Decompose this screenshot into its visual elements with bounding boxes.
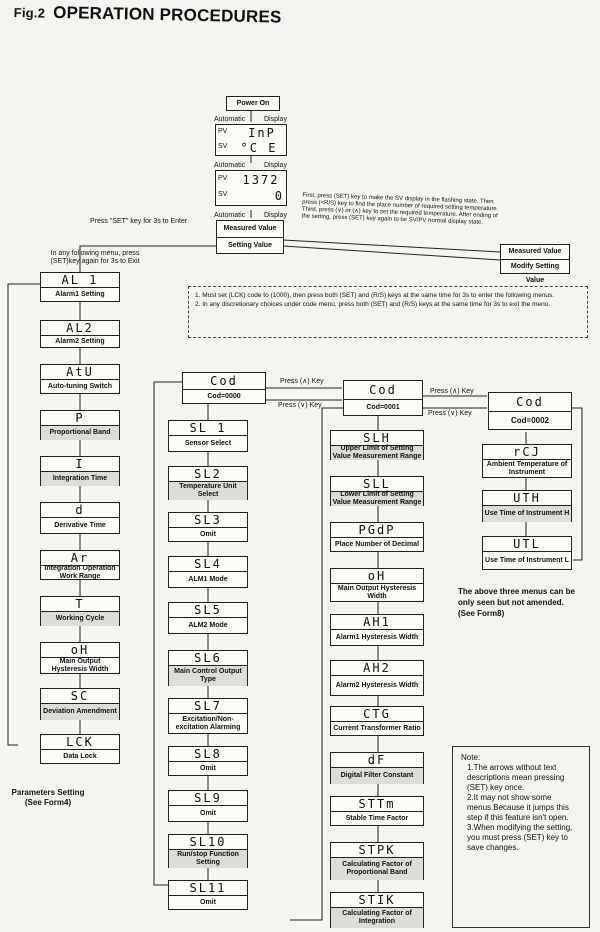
- fig-number: Fig.2: [13, 4, 46, 21]
- menu-label: Main Output Hysteresis Width: [51, 658, 109, 673]
- menu-code: AH2: [331, 661, 423, 676]
- menu-code: PGdP: [331, 523, 423, 538]
- read-only-note: The above three menus can be only seen but not amended.(See Form8): [458, 587, 575, 618]
- menu-code: SC: [41, 689, 119, 704]
- menu-code: STIK: [331, 893, 423, 908]
- menu-label: Derivative Time: [54, 522, 106, 529]
- cod-0002-box: [488, 392, 572, 430]
- menu-label: Omit: [200, 810, 216, 817]
- menu-label: Alarm2 Setting: [55, 338, 105, 345]
- code1-box: [330, 706, 424, 736]
- menu-label: Ambient Temperature of Instrument: [486, 461, 568, 476]
- title-text: OPERATION PROCEDURES: [52, 2, 282, 27]
- instruction-line-2: 2. In any discretionary choices under code menu, press both (SET) and (R/S) keys at the same time for 3s to exit the menu.: [195, 301, 551, 308]
- note-item-3: 3.When modifying the setting, you must press (SET) key to save changes.: [467, 823, 573, 852]
- param-box: [40, 688, 120, 720]
- sl-box: [168, 880, 248, 910]
- menu-code: Ar: [41, 551, 119, 566]
- menu-label: Omit: [200, 765, 216, 772]
- menu-code: SL7: [169, 699, 247, 714]
- code1-box: [330, 796, 424, 826]
- menu-code: rCJ: [483, 445, 571, 460]
- code1-box: [330, 614, 424, 646]
- display-panel-2: [215, 170, 287, 206]
- code1-box: [330, 752, 424, 784]
- set-instruction-text: First, press (SET) key to make the SV display in the flashing state. Then press (<R/S) key to find the place number of required setting temperature. Third, press (∨) or (∧) key to set the required temperature. After ending of the setting, press (SET) key again to be SV/PV normal display state.: [301, 192, 499, 226]
- cod-code: Cod: [344, 381, 422, 400]
- cod-label: Cod=0000: [207, 393, 241, 400]
- instruction-line-1: 1. Must set (LCK) code to (1000), then press both (SET) and (R/S) keys at the same time for 3s to enter the following menus.: [195, 292, 555, 299]
- menu-label: Excitation/Non-excitation Alarming: [175, 716, 241, 731]
- menu-label: Stable Time Factor: [345, 815, 409, 822]
- right-modify-label: Modify Setting Value: [510, 263, 560, 284]
- menu-code: SL3: [169, 513, 247, 528]
- param-box: [40, 642, 120, 674]
- menu-code: SL10: [169, 835, 247, 850]
- display-label-3: Display: [264, 212, 287, 219]
- menu-code: AH1: [331, 615, 423, 630]
- code2-box: [482, 444, 572, 478]
- menu-label: Alarm2 Hysteresis Width: [335, 682, 419, 689]
- menu-label: Working Cycle: [41, 612, 119, 626]
- menu-label: Proportional Band: [41, 426, 119, 440]
- note-title: Note:: [461, 753, 481, 762]
- pv-label: PV: [218, 128, 228, 135]
- sv-value: 0: [274, 189, 284, 203]
- press-set-enter-text: Press "SET" key for 3s to Enter: [90, 218, 188, 225]
- cod-label: Cod=0002: [510, 416, 550, 425]
- sl-box: [168, 512, 248, 542]
- menu-label: Alarm1 Hysteresis Width: [335, 634, 419, 641]
- menu-label: Upper Limit of Setting Value Measurement Range: [332, 445, 422, 460]
- sl-box: [168, 790, 248, 822]
- cod-0000-box: [182, 372, 266, 404]
- sl-box: [168, 602, 248, 634]
- menu-label: Lower Limit of Setting Value Measurement Range: [332, 491, 422, 506]
- menu-label: Main Output Hysteresis Width: [337, 585, 417, 600]
- menu-code: LCK: [41, 735, 119, 750]
- param-box: [40, 272, 120, 302]
- menu-code: oH: [331, 569, 423, 584]
- menu-code: P: [41, 411, 119, 426]
- menu-label: Use Time of Instrument H: [483, 506, 571, 522]
- menu-code: SL4: [169, 557, 247, 572]
- menu-label: Current Transformer Ratio: [333, 725, 421, 732]
- menu-code: UTL: [483, 537, 571, 552]
- menu-label: Deviation Amendment: [41, 704, 119, 720]
- sv-value: °C E: [240, 141, 278, 155]
- sl-box: [168, 650, 248, 686]
- automatic-label-2: Automatic: [214, 162, 246, 169]
- menu-code: dF: [331, 753, 423, 768]
- param-box: [40, 502, 120, 534]
- automatic-label-1: Automatic: [214, 116, 246, 123]
- param-box: [40, 596, 120, 626]
- menu-code: STPK: [331, 843, 423, 858]
- menu-code: STTm: [331, 797, 423, 812]
- param-box: [40, 410, 120, 440]
- menu-code: AtU: [41, 365, 119, 380]
- setting-value-label: Setting Value: [228, 242, 272, 249]
- power-on-box: [226, 96, 280, 111]
- code1-box: [330, 892, 424, 928]
- menu-code: UTH: [483, 491, 571, 506]
- menu-code: SL2: [169, 467, 247, 482]
- menu-label: ALM2 Mode: [188, 622, 228, 629]
- sl-box: [168, 420, 248, 452]
- pv-value: 1372: [242, 173, 280, 187]
- menu-code: CTG: [331, 707, 423, 722]
- note-item-1: 1.The arrows without text descriptions mean pressing (SET) key once.: [467, 763, 565, 792]
- press-up-key-label: Press (∧) Key: [430, 388, 474, 395]
- param-box: [40, 320, 120, 348]
- display-label-2: Display: [264, 162, 287, 169]
- parameters-setting-footer: Parameters Setting (See Form4): [11, 788, 85, 807]
- display-panel-1: [215, 124, 287, 156]
- menu-code: SL 1: [169, 421, 247, 436]
- menu-code: SLH: [331, 431, 423, 446]
- right-measured-label: Measured Value: [501, 245, 569, 260]
- menu-code: SL9: [169, 791, 247, 806]
- param-box: [40, 456, 120, 486]
- param-box: [40, 550, 120, 580]
- sv-label: SV: [218, 143, 228, 150]
- automatic-label-3: Automatic: [214, 212, 246, 219]
- sl-box: [168, 698, 248, 734]
- cod-0001-box: [343, 380, 423, 416]
- code2-box: [482, 536, 572, 570]
- menu-label: Sensor Select: [184, 440, 232, 447]
- menu-code: oH: [41, 643, 119, 658]
- menu-code: SLL: [331, 477, 423, 492]
- any-menu-exit-text: In any following menu, press (SET)key again for 3s to Exit: [50, 250, 140, 265]
- menu-label: Omit: [200, 531, 216, 538]
- menu-label: Omit: [200, 899, 216, 906]
- menu-code: T: [41, 597, 119, 612]
- menu-label: Use Time of Instrument L: [485, 557, 569, 564]
- sl-box: [168, 466, 248, 500]
- menu-label: Digital Filter Constant: [331, 768, 423, 784]
- pv-label: PV: [218, 175, 228, 182]
- menu-label: Alarm1 Setting: [55, 291, 105, 298]
- code-instructions-box: [188, 286, 588, 338]
- press-down-key-label: Press (∨) Key: [278, 402, 322, 409]
- menu-label: Run/stop Function Setting: [169, 850, 247, 868]
- menu-label: Main Control Output Type: [169, 666, 247, 686]
- menu-code: SL11: [169, 881, 247, 896]
- note-box: [452, 746, 590, 928]
- menu-code: SL8: [169, 747, 247, 762]
- code1-box: [330, 568, 424, 602]
- sl-box: [168, 556, 248, 588]
- menu-label: Integration Time: [41, 472, 119, 486]
- cod-code: Cod: [183, 373, 265, 390]
- menu-code: I: [41, 457, 119, 472]
- menu-code: SL5: [169, 603, 247, 618]
- right-display-box: [500, 244, 570, 284]
- menu-label: Place Number of Decimal: [334, 541, 420, 548]
- menu-code: AL 1: [41, 273, 119, 288]
- menu-label: ALM1 Mode: [188, 576, 228, 583]
- code2-box: [482, 490, 572, 522]
- cod-label: Cod=0001: [366, 404, 400, 411]
- note-item-2: 2.It may not show some menus.Because it jumps this step if this feature isn't open.: [467, 793, 569, 822]
- menu-label: Temperature Unit Select: [169, 482, 247, 500]
- press-up-key-label: Press (∧) Key: [280, 378, 324, 385]
- sv-label: SV: [218, 191, 228, 198]
- menu-code: d: [41, 503, 119, 518]
- menu-label: Integration Operation Work Range: [44, 565, 116, 580]
- press-down-key-label: Press (∨) Key: [428, 410, 472, 417]
- menu-label: Auto-tuning Switch: [47, 383, 113, 390]
- code1-box: [330, 476, 424, 506]
- display-label-1: Display: [264, 116, 287, 123]
- measured-value-label: Measured Value: [217, 221, 283, 238]
- pv-value: InP: [248, 126, 276, 140]
- menu-label: Calculating Factor of Proportional Band: [331, 858, 423, 880]
- param-box: [40, 734, 120, 764]
- code1-box: [330, 522, 424, 552]
- power-on-label: Power On: [236, 100, 270, 107]
- code1-box: [330, 842, 424, 880]
- param-box: [40, 364, 120, 394]
- menu-code: SL6: [169, 651, 247, 666]
- menu-label: Data Lock: [63, 753, 97, 760]
- sl-box: [168, 746, 248, 776]
- cod-code: Cod: [489, 393, 571, 412]
- code1-box: [330, 660, 424, 696]
- menu-code: AL2: [41, 321, 119, 336]
- code1-box: [330, 430, 424, 460]
- menu-label: Calculating Factor of Integration: [331, 908, 423, 928]
- sl-box: [168, 834, 248, 868]
